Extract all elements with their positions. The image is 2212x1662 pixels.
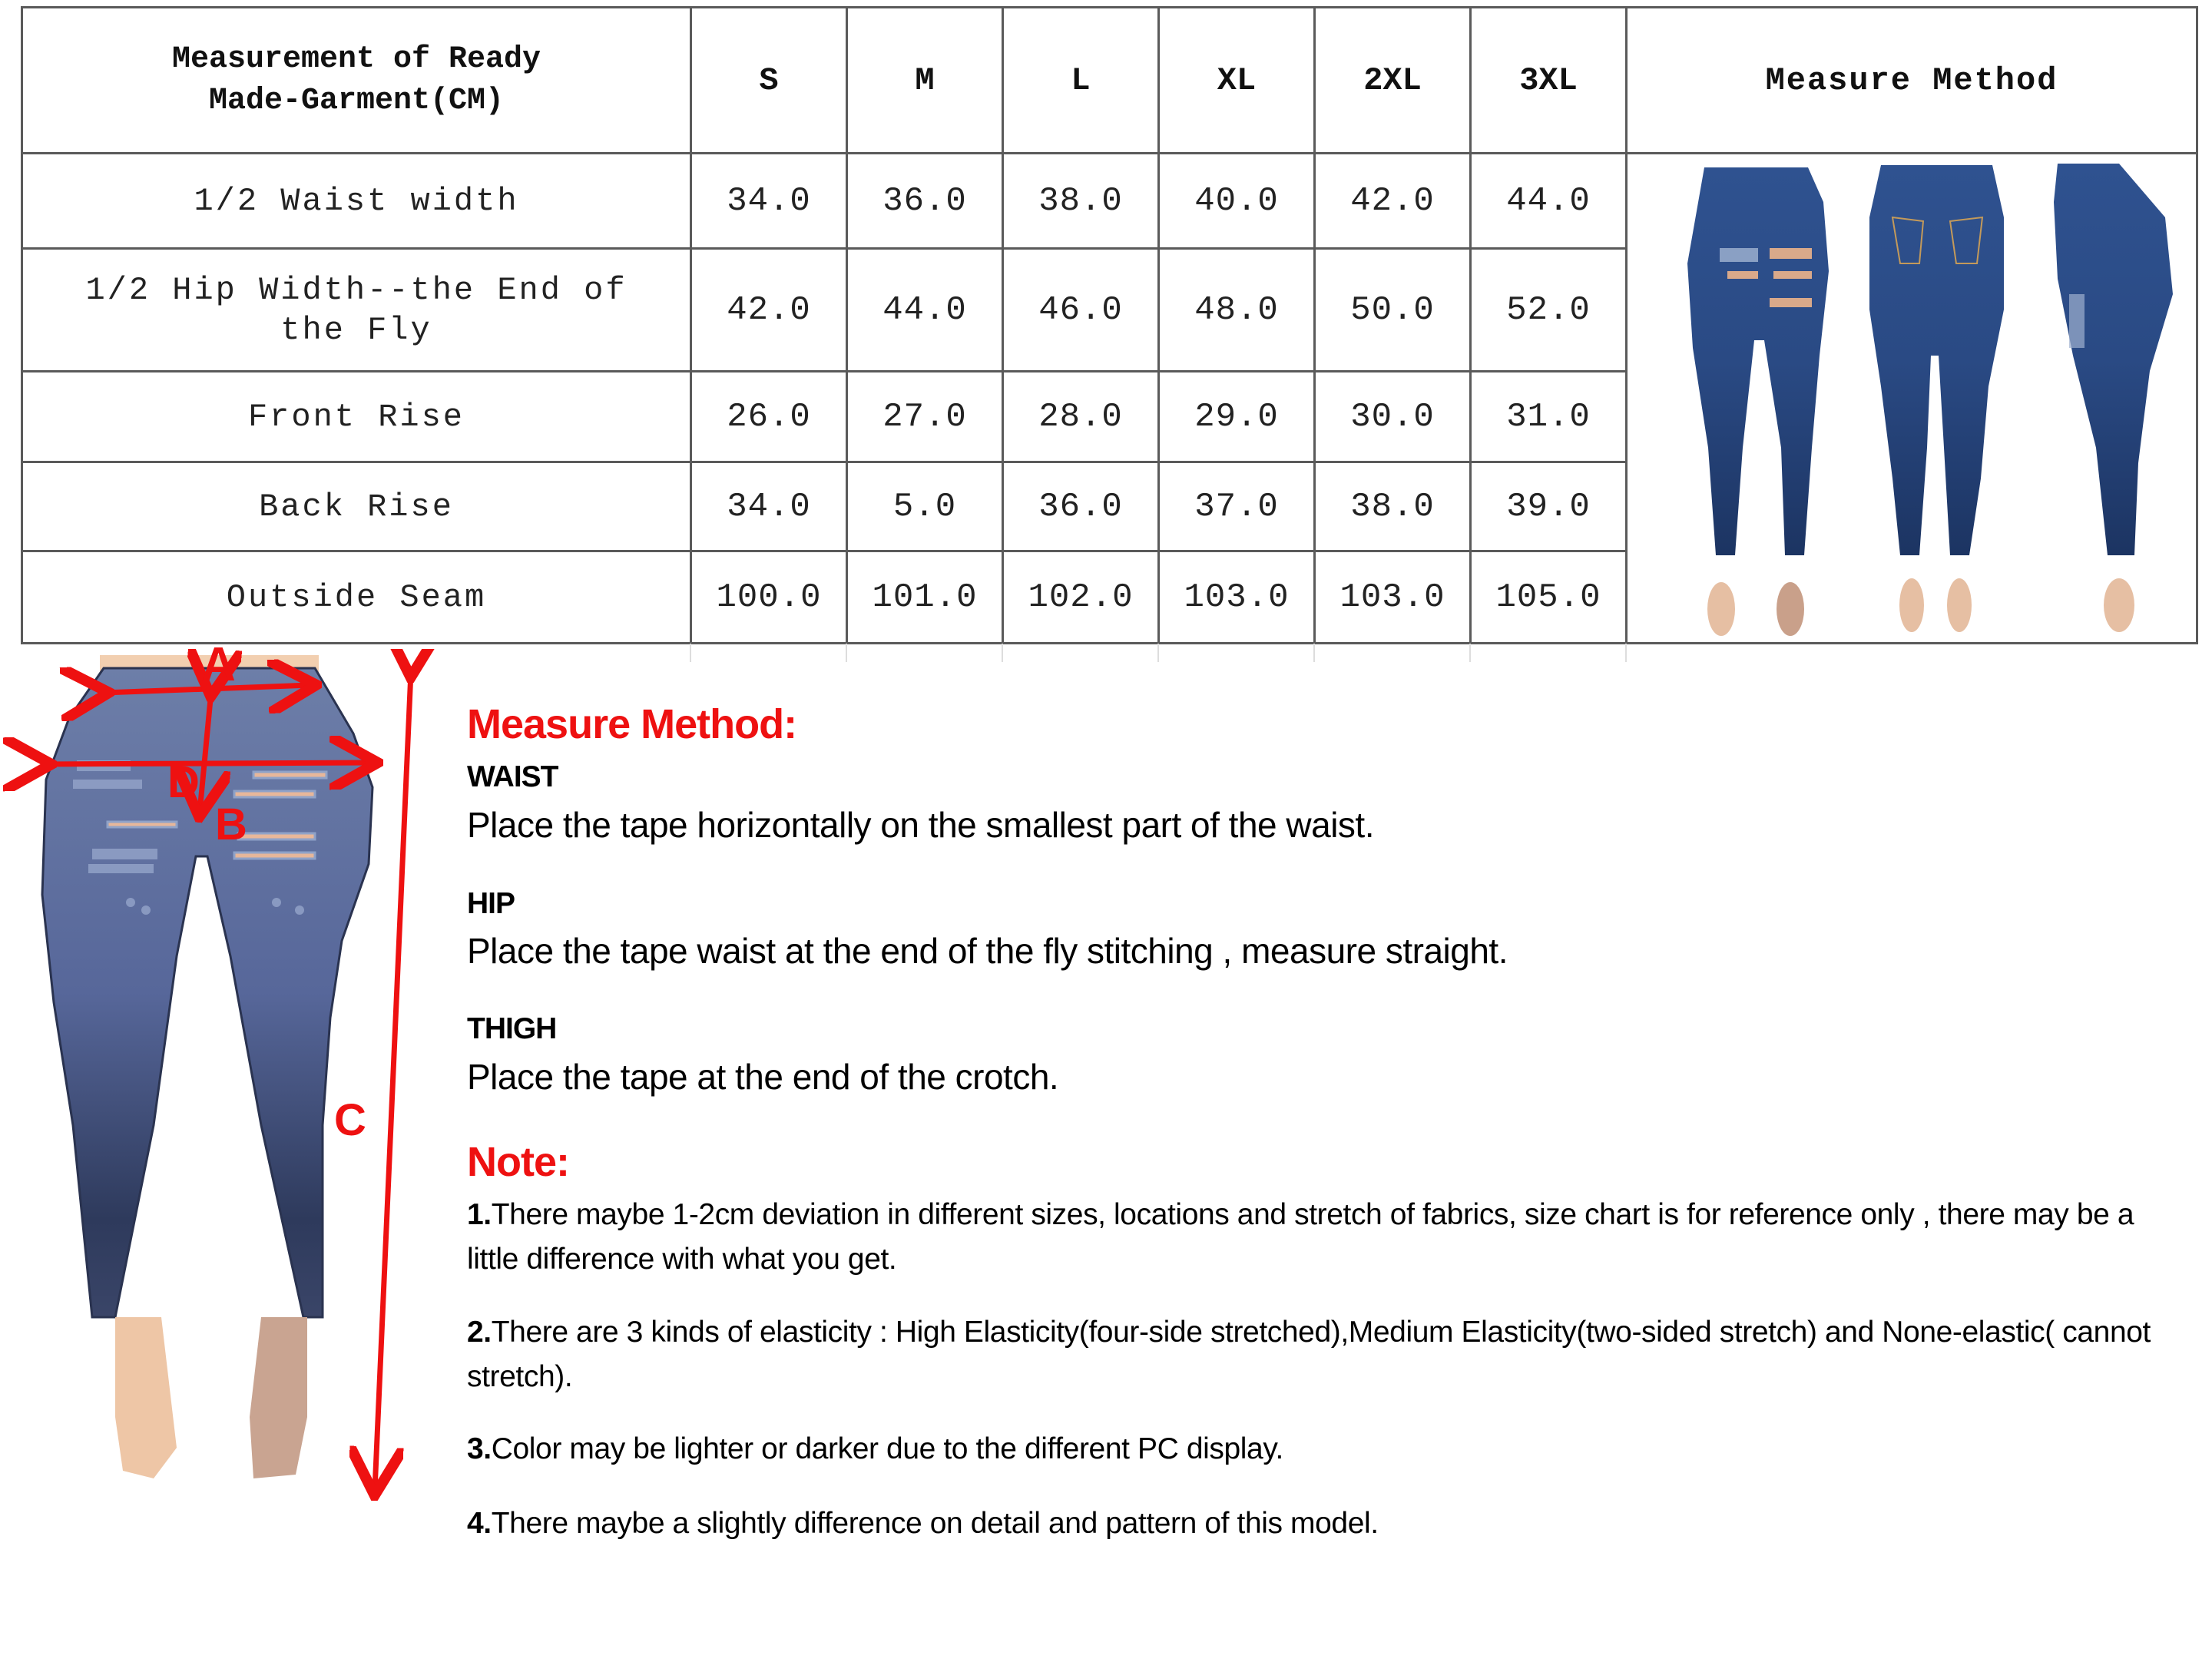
- waist-heading: WAIST: [467, 760, 558, 793]
- thigh-heading: THIGH: [467, 1012, 557, 1045]
- row-label-line: the Fly: [280, 311, 432, 349]
- row-label-front-rise: Front Rise: [22, 372, 691, 462]
- note-title: Note:: [467, 1139, 569, 1185]
- measure-method-title: Measure Method:: [467, 701, 797, 747]
- header-line-2: Made-Garment(CM): [208, 83, 505, 118]
- table-cell: 39.0: [1471, 462, 1627, 551]
- note-text: There are 3 kinds of elasticity : High Elasticity(four-side stretched),Medium Elasticity(two-sided stretch) and None-elastic( cannot stretch).: [467, 1316, 2151, 1393]
- table-cell: 50.0: [1315, 249, 1471, 372]
- table-cell: 27.0: [847, 372, 1003, 462]
- header-size-l: L: [1003, 8, 1159, 154]
- table-cell: 30.0: [1315, 372, 1471, 462]
- table-cell: 102.0: [1003, 551, 1159, 644]
- table-cell: 52.0: [1471, 249, 1627, 372]
- size-chart-table: [21, 6, 2198, 644]
- header-size-xl: XL: [1159, 8, 1315, 154]
- hip-instruction: Place the tape waist at the end of the fly stitching , measure straight.: [467, 931, 1508, 971]
- label-b: B: [215, 800, 247, 849]
- table-cell: 37.0: [1159, 462, 1315, 551]
- note-number: 1.: [467, 1198, 492, 1231]
- thigh-instruction: Place the tape at the end of the crotch.: [467, 1057, 1059, 1097]
- table-cell: 38.0: [1315, 462, 1471, 551]
- note-item-3: [467, 1427, 2180, 1472]
- table-header-row: [22, 8, 2197, 154]
- note-item-4: [467, 1501, 2180, 1546]
- product-photo: [1628, 156, 2194, 641]
- hip-heading: HIP: [467, 887, 515, 920]
- note-number: 4.: [467, 1507, 492, 1540]
- table-cell: 31.0: [1471, 372, 1627, 462]
- header-size-s: S: [691, 8, 847, 154]
- note-number: 2.: [467, 1316, 492, 1349]
- label-d: D: [167, 757, 200, 807]
- row-label-back-rise: Back Rise: [22, 462, 691, 551]
- row-label-hip: [22, 249, 691, 372]
- header-measure-method: Measure Method: [1627, 8, 2197, 154]
- table-cell: 5.0: [847, 462, 1003, 551]
- jeans-measurement-diagram: [0, 638, 445, 1659]
- note-number: 3.: [467, 1432, 492, 1465]
- note-item-2: [467, 1310, 2180, 1399]
- row-label-outside-seam: Outside Seam: [22, 551, 691, 644]
- header-size-2xl: 2XL: [1315, 8, 1471, 154]
- header-size-m: M: [847, 8, 1003, 154]
- table-cell: 36.0: [847, 154, 1003, 249]
- table-cell: 42.0: [1315, 154, 1471, 249]
- header-measurement-label: [22, 8, 691, 154]
- table-cell: 101.0: [847, 551, 1003, 644]
- note-text: There maybe 1-2cm deviation in different sizes, locations and stretch of fabrics, size chart is for reference only , there may be a little difference with what you get.: [467, 1198, 2134, 1276]
- table-cell: 36.0: [1003, 462, 1159, 551]
- table-cell: 26.0: [691, 372, 847, 462]
- note-item-1: [467, 1193, 2180, 1282]
- jeans-photo-image: [1628, 156, 2194, 641]
- label-c: C: [334, 1095, 366, 1145]
- table-cell: 103.0: [1315, 551, 1471, 644]
- table-cell: 42.0: [691, 249, 847, 372]
- label-a: A: [201, 638, 236, 691]
- table-cell: 105.0: [1471, 551, 1627, 644]
- header-line-1: Measurement of Ready: [171, 41, 541, 77]
- waist-instruction: Place the tape horizontally on the smallest part of the waist.: [467, 805, 1374, 845]
- table-cell: 34.0: [691, 462, 847, 551]
- table-cell: 34.0: [691, 154, 847, 249]
- table-cell: 48.0: [1159, 249, 1315, 372]
- table-cell: 100.0: [691, 551, 847, 644]
- note-text: Color may be lighter or darker due to the different PC display.: [491, 1432, 1283, 1465]
- table-cell: 40.0: [1159, 154, 1315, 249]
- table-cell: 46.0: [1003, 249, 1159, 372]
- table-cell: 44.0: [847, 249, 1003, 372]
- table-cell: 28.0: [1003, 372, 1159, 462]
- table-cell: 44.0: [1471, 154, 1627, 249]
- table-row: [22, 154, 2197, 249]
- row-label-waist: 1/2 Waist width: [22, 154, 691, 249]
- table-cell: 29.0: [1159, 372, 1315, 462]
- header-size-3xl: 3XL: [1471, 8, 1627, 154]
- product-photo-cell: [1627, 154, 2197, 644]
- table-cell: 38.0: [1003, 154, 1159, 249]
- row-label-line: 1/2 Hip Width--the End of: [85, 271, 628, 309]
- note-text: There maybe a slightly difference on detail and pattern of this model.: [491, 1507, 1379, 1540]
- table-cell: 103.0: [1159, 551, 1315, 644]
